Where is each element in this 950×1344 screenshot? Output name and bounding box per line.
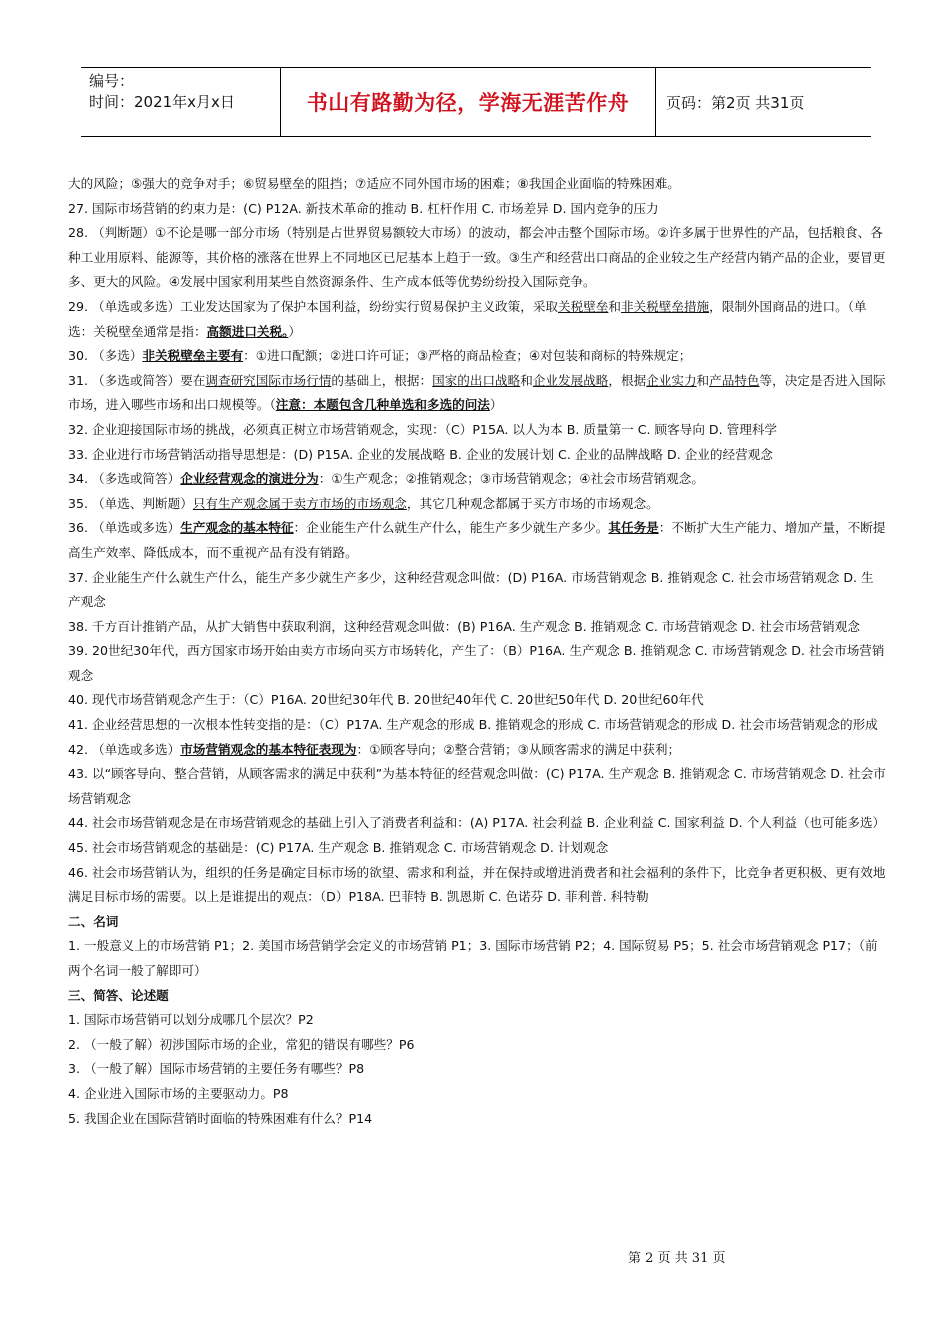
- short-answer-5: 5. 我国企业在国际营销时面临的特殊困难有什么？P14: [68, 1110, 373, 1126]
- text-run: 和: [520, 372, 533, 388]
- question-45: 45. 社会市场营销观念的基础是：(C) P17A. 生产观念 B. 推销观念 C. 市场营销观念 D. 计划观念: [68, 840, 609, 856]
- question-28: 28. （判断题）①不论是哪一部分市场（特别是占世界贸易额较大市场）的波动，都会冲击整个国际市场。②许多属于世界性的产品，包括粮食、各种工业用原料、能源等，其价格的涨落在世界上不同地区已尼基本上趋于一致。③生产和经营出口商品的企业较之生产经营内销产品的企业，要冒更多、更大的风险。④发展中国家利用某些自然资源条件、生产成本低等优势纷纷投入国际竞争。: [68, 225, 886, 290]
- text-run: ，根据: [608, 372, 647, 388]
- question-42: [68, 738, 886, 763]
- key-term: 高额进口关税。: [206, 323, 289, 339]
- question-44: 44. 社会市场营销观念是在市场营销观念的基础上引入了消费者利益和：(A) P17A. 社会利益 B. 企业利益 C. 国家利益 D. 个人利益（也可能多选）: [68, 815, 886, 831]
- question-30: [68, 344, 886, 369]
- text-run: 30. （多选）: [68, 348, 143, 364]
- underlined-term: 国家的出口战略: [432, 372, 521, 388]
- question-27: 27. 国际市场营销的约束力是：(C) P12A. 新技术革命的推动 B. 杠杆作用 C. 市场差异 D. 国内竞争的压力: [68, 200, 659, 216]
- question-39: 39. 20世纪30年代，西方国家市场开始由卖方市场向买方市场转化，产生了：（B）P16A. 生产观念 B. 推销观念 C. 市场营销观念 D. 社会市场营销观念: [68, 643, 885, 683]
- text-line: 大的风险；⑤强大的竞争对手；⑥贸易壁垒的阻挡；⑦适应不同外国市场的困难；⑧我国企业面临的特殊困难。: [68, 176, 680, 191]
- question-34: [68, 467, 886, 492]
- section-heading: 三、简答、论述题: [68, 987, 169, 1003]
- text-run: ，其它几种观念都属于买方市场的市场观念。: [406, 495, 659, 511]
- text-run: ：①顾客导向；②整合营销；③从顾客需求的满足中获利；: [356, 741, 681, 757]
- text-run: 和: [696, 372, 710, 388]
- key-term: 注意：本题包含几种单选和多选的问法: [275, 397, 490, 413]
- header-slogan: 书山有路勤为径，学海无涯苦作舟: [281, 68, 656, 136]
- underlined-term: 产品特色: [709, 372, 760, 388]
- underlined-term: 企业发展战略: [532, 372, 609, 388]
- underlined-term: 非关税壁垒措施: [620, 298, 710, 314]
- underlined-term: 只有生产观念属于卖方市场的市场观念: [192, 495, 407, 511]
- text-run: 35. （单选、判断题）: [68, 495, 193, 511]
- text-run: ：不断扩大生产能力、增加产量，不断提高生产效率、降低成本，而不重视产品有没有销路。: [68, 520, 886, 560]
- text-run: 36. （单选或多选）: [68, 520, 181, 536]
- question-36: [68, 516, 886, 565]
- text-run: 等，决定是否进入国际市场，进入哪些市场和出口规模等。（: [68, 372, 886, 413]
- text-run: 29. （单选或多选）工业发达国家为了保护本国利益，纷纷实行贸易保护主义政策，采取: [68, 298, 559, 314]
- question-46: 46. 社会市场营销认为，组织的任务是确定目标市场的欲望、需求和利益，并在保持或增进消费者和社会福利的条件下，比竞争者更积极、更有效地满足目标市场的需要。以上是谁提出的观点：（D）P18A. 巴菲特 B. 凯恩斯 C. 色诺芬 D. 菲利普. 科特勒: [68, 864, 886, 905]
- key-term: 企业经营观念的演进分为: [180, 471, 319, 487]
- section-heading: 二、名词: [68, 913, 119, 929]
- underlined-term: 关税壁垒: [558, 298, 609, 314]
- question-41: 41. 企业经营思想的一次根本性转变指的是：（C）P17A. 生产观念的形成 B. 推销观念的形成 C. 市场营销观念的形成 D. 社会市场营销观念的形成: [68, 717, 878, 733]
- short-answer-2: 2. （一般了解）初涉国际市场的企业，常犯的错误有哪些？P6: [68, 1036, 415, 1052]
- header-page-number: 页码：第2页 共31页: [666, 93, 805, 112]
- question-40: 40. 现代市场营销观念产生于：（C）P16A. 20世纪30年代 B. 20世纪40年代 C. 20世纪50年代 D. 20世纪60年代: [68, 692, 704, 708]
- question-37: 37. 企业能生产什么就生产什么，能生产多少就生产多少，这种经营观念叫做：(D) P16A. 市场营销观念 B. 推销观念 C. 社会市场营销观念 D. 生产观念: [68, 569, 874, 610]
- question-35: [68, 492, 886, 517]
- code-label: 编号：: [89, 72, 135, 90]
- short-answer-1: 1. 国际市场营销可以划分成哪几个层次？P2: [68, 1012, 314, 1028]
- text-run: 31. （多选或简答）要在: [68, 372, 206, 388]
- terms-list: 1. 一般意义上的市场营销 P1；2. 美国市场营销学会定义的市场营销 P1；3. 国际市场营销 P2；4. 国际贸易 P5；5. 社会市场营销观念 P17；（前两个名词一般了解即可）: [68, 938, 878, 978]
- text-run: 42. （单选或多选）: [68, 741, 181, 757]
- page-header: [81, 67, 871, 137]
- question-31: [68, 369, 886, 418]
- question-29: [68, 295, 886, 344]
- question-38: 38. 千方百计推销产品，从扩大销售中获取利润，这种经营观念叫做：(B) P16A. 生产观念 B. 推销观念 C. 市场营销观念 D. 社会市场营销观念: [68, 618, 860, 634]
- text-run: ：①生产观念；②推销观念；③市场营销观念；④社会市场营销观念。: [318, 471, 704, 487]
- underlined-term: 企业实力: [646, 372, 697, 388]
- text-run: 34. （多选或简答）: [68, 471, 181, 487]
- key-term: 生产观念的基本特征: [180, 520, 294, 536]
- text-run: 和: [608, 298, 621, 314]
- document-body: [68, 172, 886, 1131]
- time-label: 时间：2021年x月x日: [89, 93, 235, 111]
- page-footer: 第 2 页 共 31 页: [628, 1251, 726, 1266]
- text-run: 的基础上，根据：: [331, 372, 433, 388]
- key-term: 非关税壁垒主要有: [142, 348, 244, 364]
- header-meta: [81, 68, 281, 136]
- text-run: ，限制外国商品的进口。（单选：关税壁垒通常是指：: [68, 298, 867, 339]
- question-33: 33. 企业进行市场营销活动指导思想是：(D) P15A. 企业的发展战略 B. 企业的发展计划 C. 企业的品牌战略 D. 企业的经营观念: [68, 446, 773, 462]
- key-term: 其任务是: [608, 520, 659, 536]
- underlined-term: 调查研究国际市场行情: [205, 372, 332, 388]
- short-answer-4: 4. 企业进入国际市场的主要驱动力。P8: [68, 1085, 289, 1101]
- text-run: ：企业能生产什么就生产什么，能生产多少就生产多少。: [293, 520, 609, 536]
- key-term: 市场营销观念的基本特征表现为: [180, 741, 357, 757]
- short-answer-3: 3. （一般了解）国际市场营销的主要任务有哪些？P8: [68, 1061, 365, 1077]
- question-32: 32. 企业迎接国际市场的挑战，必须真正树立市场营销观念，实现：（C）P15A. 以人为本 B. 质量第一 C. 顾客导向 D. 管理科学: [68, 421, 778, 437]
- text-run: ）: [489, 397, 503, 413]
- text-run: ：①进口配额；②进口许可证；③严格的商品检查；④对包装和商标的特殊规定；: [243, 348, 692, 364]
- text-run: ）: [288, 323, 301, 339]
- question-43: 43. 以“顾客导向、整合营销，从顾客需求的满足中获利”为基本特征的经营观念叫做：(C) P17A. 生产观念 B. 推销观念 C. 市场营销观念 D. 社会市场营销观念: [68, 766, 886, 806]
